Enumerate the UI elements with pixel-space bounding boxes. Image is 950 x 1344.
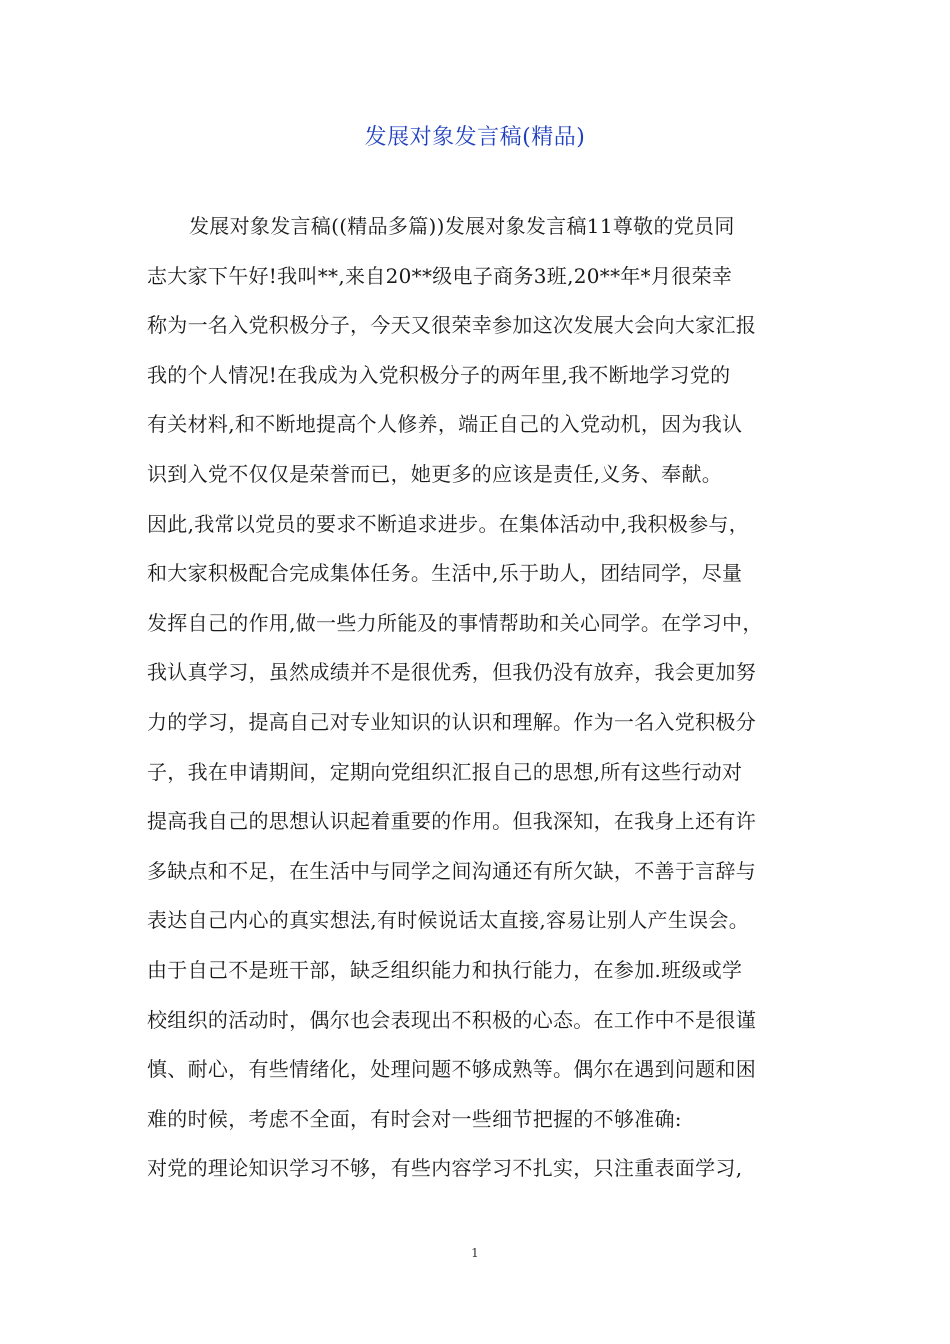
body-line: 对党的理论知识学习不够，有些内容学习不扎实，只注重表面学习, [147,1156,743,1181]
body-line: 志大家下午好!我叫**,来自20**级电子商务3班,20**年*月很荣幸 [147,263,733,288]
body-line: 我的个人情况!在我成为入党积极分子的两年里,我不断地学习党的 [147,362,731,387]
body-line: 表达自己内心的真实想法,有时候说话太直接,容易让别人产生误会。 [147,908,750,933]
body-line: 子，我在申请期间，定期向党组织汇报自己的思想,所有这些行动对 [147,759,743,784]
body-line: 由于自己不是班干部，缺乏组织能力和执行能力，在参加.班级或学 [147,957,743,982]
page-number: 1 [471,1246,479,1260]
document-body [147,208,809,1200]
body-line: 有关材料,和不断地提高个人修养，端正自己的入党动机，因为我认 [147,412,743,437]
body-line: 力的学习，提高自己对专业知识的认识和理解。作为一名入党积极分 [147,709,756,734]
document-title: 发展对象发言稿(精品) [364,125,586,150]
body-line: 提高我自己的思想认识起着重要的作用。但我深知，在我身上还有许 [147,809,756,834]
body-line: 发展对象发言稿((精品多篇))发展对象发言稿11尊敬的党员同 [189,214,735,238]
body-line: 我认真学习，虽然成绩并不是很优秀，但我仍没有放弃，我会更加努 [147,660,756,685]
body-line: 多缺点和不足，在生活中与同学之间沟通还有所欠缺，不善于言辞与 [147,858,756,883]
body-line: 发挥自己的作用,做一些力所能及的事情帮助和关心同学。在学习中， [147,610,763,635]
body-line: 识到入党不仅仅是荣誉而已，她更多的应该是责任,义务、奉献。 [147,461,723,486]
body-line: 称为一名入党积极分子，今天又很荣幸参加这次发展大会向大家汇报 [147,313,756,338]
body-line: 校组织的活动时，偶尔也会表现出不积极的心态。在工作中不是很谨 [147,1007,756,1032]
body-line: 难的时候，考虑不全面，有时会对一些细节把握的不够准确: [147,1106,682,1131]
body-line: 慎、耐心，有些情绪化，处理问题不够成熟等。偶尔在遇到问题和困 [147,1057,756,1082]
body-line: 因此,我常以党员的要求不断追求进步。在集体活动中,我积极参与， [147,511,750,536]
body-line: 和大家积极配合完成集体任务。生活中,乐于助人，团结同学，尽量 [147,561,743,586]
